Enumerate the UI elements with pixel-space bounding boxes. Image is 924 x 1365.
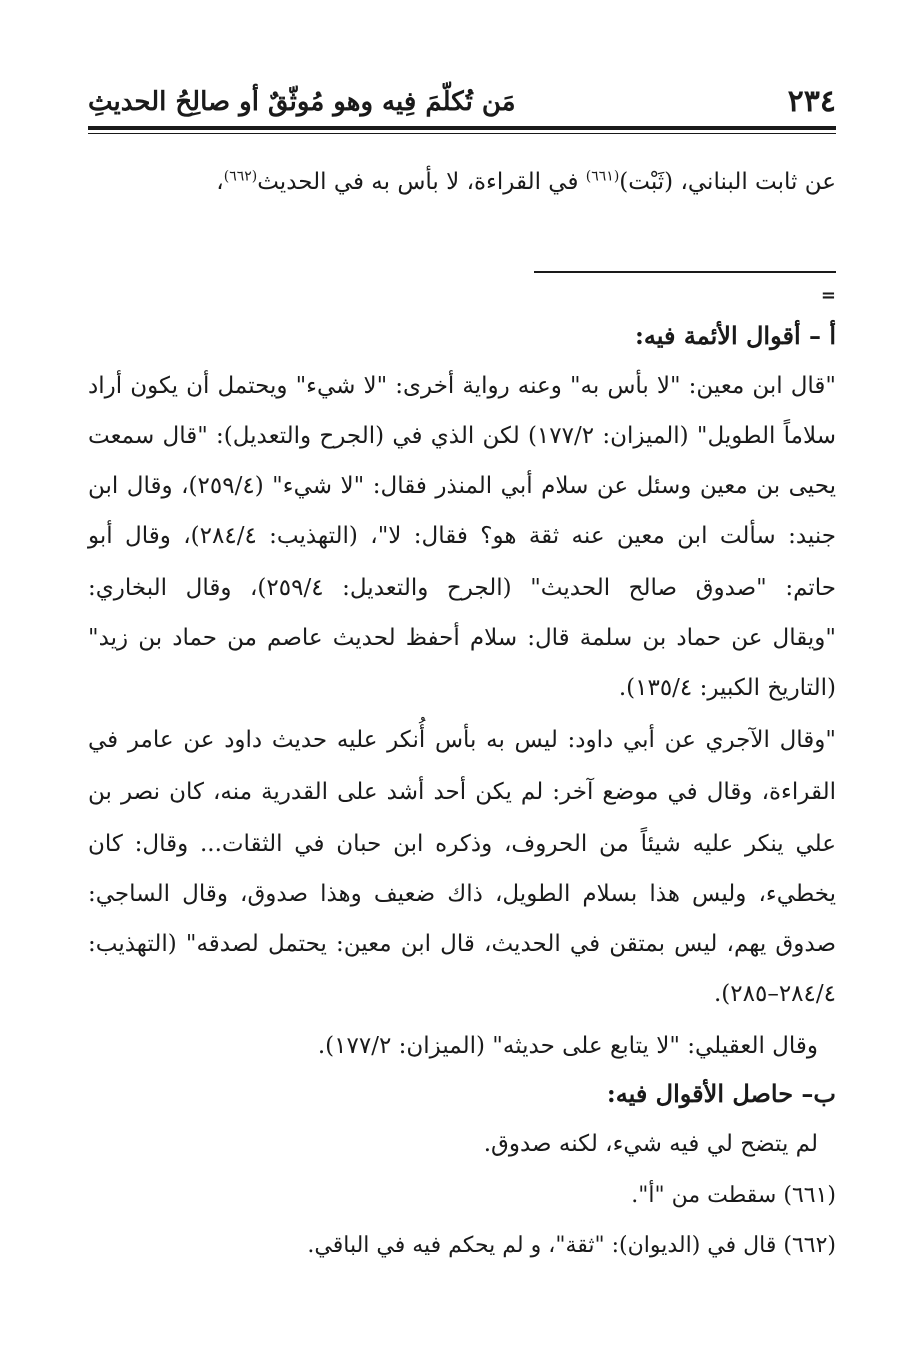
para2-line: يخطيء، وليس هذا بسلام الطويل، ذاك ضعيف وهذا صدوق، وقال الساجي: bbox=[88, 881, 836, 907]
section-a-heading: أ – أقوال الأئمة فيه: bbox=[635, 321, 836, 350]
footnote-661: (٦٦١) سقطت من "أ". bbox=[631, 1183, 836, 1208]
para2-line: ٢٨٤/٤–٢٨٥). bbox=[713, 981, 836, 1007]
header-rule-thin bbox=[88, 133, 836, 134]
para1-line: يحيى بن معين وسئل عن سلام أبي المنذر فقال: "لا شيء" (٢٥٩/٤)، وقال ابن bbox=[88, 473, 836, 499]
para3-line: وقال العقيلي: "لا يتابع على حديثه" (الميزان: ١٧٧/٢). bbox=[317, 1033, 818, 1059]
page-header bbox=[88, 78, 836, 122]
intro-text-middle: في القراءة، لا بأس به في الحديث bbox=[257, 169, 586, 195]
section-b-heading: ب– حاصل الأقوال فيه: bbox=[606, 1079, 836, 1108]
para1-line: (التاريخ الكبير: ١٣٥/٤). bbox=[618, 675, 836, 701]
section-b-text: لم يتضح لي فيه شيء، لكنه صدوق. bbox=[483, 1131, 818, 1157]
intro-text-after: ، bbox=[216, 169, 224, 195]
footnote-separator bbox=[534, 271, 836, 273]
para2-line: صدوق يهم، ليس بمتقن في الحديث، قال ابن معين: يحتمل لصدقه" (التهذيب: bbox=[88, 931, 836, 957]
footnote-662: (٦٦٢) قال في (الديوان): "ثقة"، و لم يحكم فيه في الباقي. bbox=[307, 1233, 836, 1258]
para2-line: "وقال الآجري عن أبي داود: ليس به بأس أُنكر عليه حديث داود عن عامر في bbox=[88, 727, 836, 753]
para1-line: سلاماً الطويل" (الميزان: ١٧٧/٢) لكن الذي في (الجرح والتعديل): "قال سمعت bbox=[88, 423, 836, 449]
continuation-mark: = bbox=[820, 285, 836, 306]
para1-line: حاتم: "صدوق صالح الحديث" (الجرح والتعديل: ٢٥٩/٤)، وقال البخاري: bbox=[88, 575, 836, 601]
footnote-ref-662: (٦٦٢) bbox=[223, 168, 258, 185]
para2-line: علي ينكر عليه شيئاً من الحروف، وذكره ابن حبان في الثقات... وقال: كان bbox=[88, 831, 836, 857]
running-title: مَن تُكلّمَ فِيه وهو مُوثّقٌ أو صالِحُ الحديثِ bbox=[88, 87, 516, 117]
intro-line bbox=[88, 164, 836, 200]
para1-line: جنيد: سألت ابن معين عنه ثقة هو؟ فقال: لا"، (التهذيب: ٢٨٤/٤)، وقال أبو bbox=[88, 523, 836, 549]
para1-line: "ويقال عن حماد بن سلمة قال: سلام أحفظ لحديث عاصم من حماد بن زيد" bbox=[88, 625, 836, 651]
footnote-ref-661: (٦٦١) bbox=[585, 168, 620, 185]
para1-line: "قال ابن معين: "لا بأس به" وعنه رواية أخرى: "لا شيء" ويحتمل أن يكون أراد bbox=[88, 373, 836, 399]
page-number: ٢٣٤ bbox=[787, 84, 836, 119]
intro-text-before: عن ثابت البناني، (ثَبْت) bbox=[619, 169, 836, 195]
para2-line: القراءة، وقال في موضع آخر: لم يكن أحد أشد على القدرية منه، كان نصر بن bbox=[88, 779, 836, 805]
header-rule bbox=[88, 126, 836, 130]
